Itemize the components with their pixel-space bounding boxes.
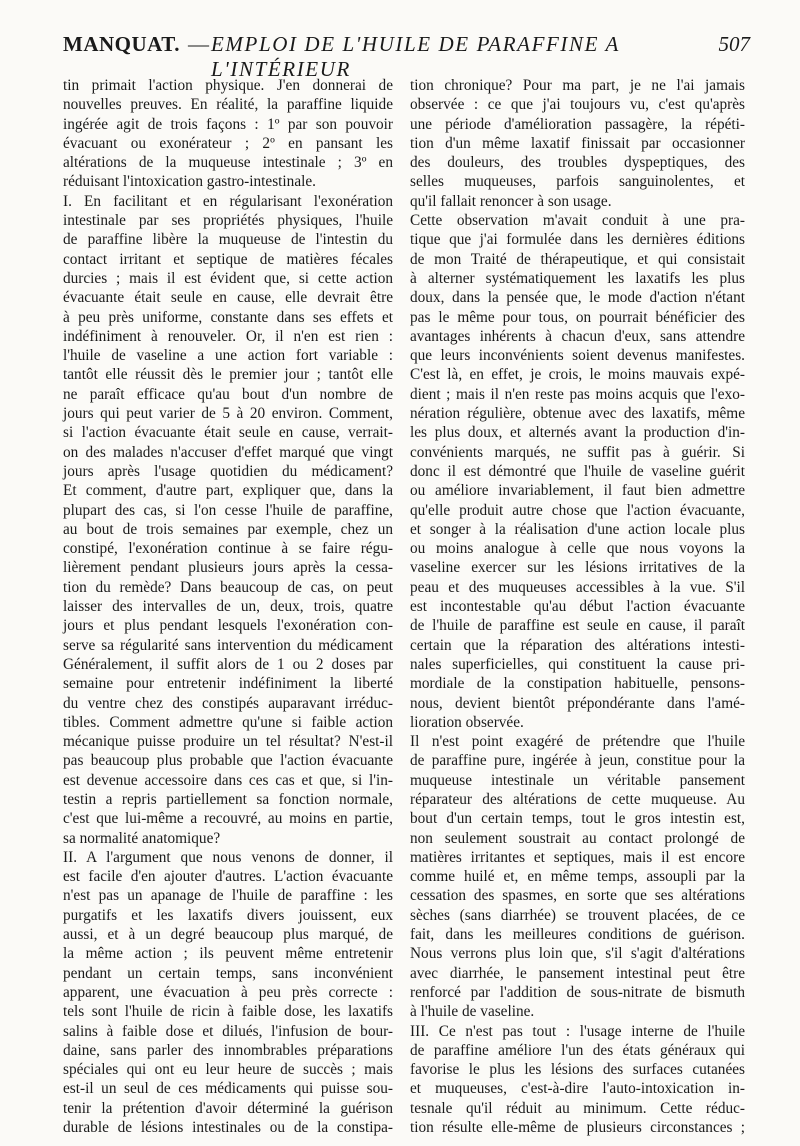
text-line: est devenue accessoire dans ces cas et que, si l'in- [63,771,393,789]
text-line: sèches (sans diarrhée) se trouvent placées, de ce [410,906,745,924]
text-line: vaseline exercer sur les lésions irritatives de la [410,559,745,577]
text-line: intestinale par ses propriétés physiques, l'huile [63,212,393,230]
text-line: tion d'un même laxatif finissait par occasionner [410,134,745,152]
text-line: serve sa régularité sans intervention du médicament [63,636,393,654]
text-line: Et comment, d'autre part, expliquer que, dans la [63,482,393,500]
left-column [63,76,393,1137]
text-line: donc il est démontré que l'huile de vaseline guérit [410,462,745,480]
text-line: des douleurs, des troubles dyspeptiques, des [410,154,745,172]
text-line: cessation des spasmes, en sorte que ses altérations [410,887,745,905]
text-line: de paraffine pure, ingérée à jeun, constitue pour la [410,752,745,770]
text-line: est facile d'en ajouter d'autres. L'action évacuante [63,868,393,886]
text-line: doux, dans la pensée que, le mode d'action n'étant [410,289,745,307]
text-line: observée : ce que j'ai toujours vu, c'est qu'après [410,96,745,114]
text-line: contact irritant et septique de matières fécales [63,250,393,268]
text-line: durcies ; mais il est évident que, si cette action [63,269,393,287]
text-line: tels sont l'huile de ricin à faible dose, les laxatifs [63,1003,393,1021]
text-line: III. Ce n'est pas tout : l'usage interne de l'huile [410,1022,745,1040]
header-dash: — [188,32,209,56]
text-line: à alterner systématiquement les laxatifs les plus [410,269,745,287]
text-line: tin primait l'action physique. J'en donnerai de [63,77,393,94]
text-line: non seulement soustrait au contact prolongé de [410,829,745,847]
text-line: est incontestable qu'au début l'action évacuante [410,598,745,616]
text-line: bout d'un certain temps, tout le gros intestin est, [410,810,745,828]
text-line: Cette observation m'avait conduit à une pra- [410,212,745,230]
text-line: constipé, l'exonération continue à se faire régu- [63,540,393,558]
text-line: les plus doux, et alternés avant la production d'in- [410,424,745,442]
text-line: matières irritantes et septiques, mais il est encore [410,848,745,866]
text-line: daine, sans parler des innombrables préparations [63,1041,393,1059]
text-line: avantages inhérents à chacun d'eux, sans attendre [410,327,745,345]
text-line: n'est pas un apanage de l'huile de paraffine : les [63,887,393,905]
text-line: testin a repris partiellement sa fonction normale, [63,790,393,808]
text-line: II. A l'argument que nous venons de donner, il [63,848,393,866]
text-line: salins à faible dose et dilués, l'infusion de bour- [63,1022,393,1040]
text-line: durable de lésions intestinales ou de la constipa- [63,1119,393,1137]
text-line: tantôt elle réussit dès le premier jour ; tantôt elle [63,366,393,384]
text-line: renforcé par l'addition de sous-nitrate de bismuth [410,983,745,1001]
text-line: apparent, une évacuation à peu près correcte : [63,983,393,1001]
text-line: et muqueuses, c'est-à-dire l'auto-intoxication in- [410,1080,745,1098]
text-line: avec diarrhée, le pansement intestinal peut être [410,964,745,982]
text-line: C'est là, en effet, je crois, le moins mauvais expé- [410,366,745,384]
text-line: spéciales qui ont eu leur heure de succès ; mais [63,1061,393,1079]
text-line: jours après l'usage quotidien du médicament? [63,462,393,480]
text-line: à l'huile de vaseline. [410,1003,535,1021]
text-line: de paraffine libère la muqueuse de l'intestin du [63,231,393,249]
text-line: la même action ; ils peuvent même entretenir [63,945,393,963]
text-line: sa normalité anatomique? [63,829,221,847]
text-line: si l'action évacuante était seule en cause, verrait- [63,424,393,442]
text-line: ne paraît efficace qu'au bout d'un nombre de [63,385,393,403]
text-line: nales superficielles, qui constituent la cause pri- [410,655,745,673]
text-line: de l'huile de paraffine est seule en cause, il paraît [410,617,745,635]
text-line: Il n'est point exagéré de prétendre que l'huile [410,733,745,751]
text-line: et songer à la réalisation d'une action locale plus [410,520,745,538]
text-line: de paraffine améliore l'un des états généraux qui [410,1041,745,1059]
text-line: certain que la réparation des altérations intesti- [410,636,745,654]
text-line: I. En facilitant et en régularisant l'exonération [63,192,393,210]
text-line: tion du remède? Dans beaucoup de cas, on peut [63,578,393,596]
text-line: altérations de la muqueuse intestinale ; 3º en [63,154,393,172]
header-author: MANQUAT. [63,32,180,56]
text-line: purgatifs et les laxatifs divers jouissent, eux [63,906,393,924]
header-running-title: EMPLOI DE L'HUILE DE PARAFFINE A L'INTÉRIEUR [211,32,620,81]
page-number: 507 [718,32,750,56]
text-line: évacuant ou exonérateur ; 2º en pansant les [63,134,393,152]
text-line: dient ; mais il n'en reste pas moins acquis que l'exo- [410,385,745,403]
text-line: pas le même pour tous, on pourrait bénéficier des [410,308,745,326]
text-line: muqueuse intestinale un véritable pansement [410,771,745,789]
text-line: au bout de trois semaines par exemple, chez un [63,520,393,538]
text-line: pendant un certain temps, sans inconvénient [63,964,393,982]
text-line: convénients marqués, ne suffit pas à guérir. Si [410,443,745,461]
text-line: à peu près uniforme, constante dans ses effets et [63,308,393,326]
text-line: aussi, et à un degré beaucoup plus marqué, de [63,926,393,944]
text-line: ingérée agit de trois façons : 1º par son pouvoir [63,115,393,133]
right-column [410,76,745,1137]
text-line: on des malades n'accuser d'effet marqué que vingt [63,443,393,461]
text-line: comme huilé et, en même temps, assoupli par la [410,868,745,886]
text-line: c'est que lui-même a recouvré, au moins en partie, [63,810,393,828]
text-line: favorise le plus les lésions des surfaces cutanées [410,1061,745,1079]
text-line: réduisant l'intoxication gastro-intestinale. [63,173,316,191]
text-line: que leurs inconvénients soient devenus manifestes. [410,347,745,365]
text-line: qu'elle produit autre chose que l'action évacuante, [410,501,745,519]
text-line: Généralement, il suffit alors de 1 ou 2 doses par [63,655,393,673]
text-line: ou améliore invariablement, il faut bien admettre [410,482,745,500]
text-line: pas beaucoup plus probable que l'action évacuante [63,752,393,770]
text-line: fait, dans les meilleures conditions de guérison. [410,926,745,944]
text-line: tique que j'ai formulée dans les dernières éditions [410,231,745,249]
text-line: qu'il fallait renoncer à son usage. [410,192,612,210]
text-line: mécanique puisse produire un tel résultat? N'est-il [63,733,393,751]
text-line: tion chronique? Pour ma part, je ne l'ai jamais [410,77,745,94]
text-line: tenir la prétention d'avoir déterminé la guérison [63,1099,393,1117]
text-line: nouvelles preuves. En réalité, la paraffine liquide [63,96,393,114]
text-line: selles muqueuses, parfois sanguinolentes, et [410,173,745,191]
text-line: réparateur des altérations de cette muqueuse. Au [410,790,745,808]
text-line: lioration observée. [410,713,524,731]
text-line: nération régulière, obtenue avec des laxatifs, même [410,405,745,423]
text-line: mordiale de la constipation habituelle, pensons- [410,675,745,693]
text-line: l'huile de vaseline a une action fort variable : [63,347,393,365]
text-line: évacuante était seule en cause, elle devrait être [63,289,393,307]
text-line: peau et des muqueuses accessibles à la vue. S'il [410,578,745,596]
text-line: semaine pour entretenir indéfiniment la liberté [63,675,393,693]
text-line: laisser des intervalles de un, deux, trois, quatre [63,598,393,616]
text-line: indéfiniment à renouveler. Or, il n'en est rien : [63,327,393,345]
text-line: Nous verrons plus loin que, s'il s'agit d'altérations [410,945,745,963]
text-line: du ventre chez des constipés auparavant irréduc- [63,694,393,712]
text-line: tesnale qu'il réduit au minimum. Cette réduc- [410,1099,745,1117]
text-line: est-il un seul de ces médicaments qui puisse sou- [63,1080,393,1098]
running-header [63,30,750,81]
text-line: ou moins analogue à celle que nous voyons la [410,540,745,558]
text-line: plupart des cas, si l'on cesse l'huile de paraffine, [63,501,393,519]
text-line: tion résulte elle-même de plusieurs circonstances ; [410,1119,745,1137]
text-line: jours qui peut varier de 5 à 20 environ. Comment, [63,405,393,423]
text-line: de mon Traité de thérapeutique, et qui consistait [410,250,745,268]
text-line: une période d'amélioration passagère, la répéti- [410,115,745,133]
text-line: jours et plus pendant lesquels l'exonération con- [63,617,393,635]
text-line: tibles. Comment admettre qu'une si faible action [63,713,393,731]
text-line: lièrement pendant plusieurs jours après la cessa- [63,559,393,577]
text-line: nous, devient bientôt prépondérante dans l'amé- [410,694,745,712]
